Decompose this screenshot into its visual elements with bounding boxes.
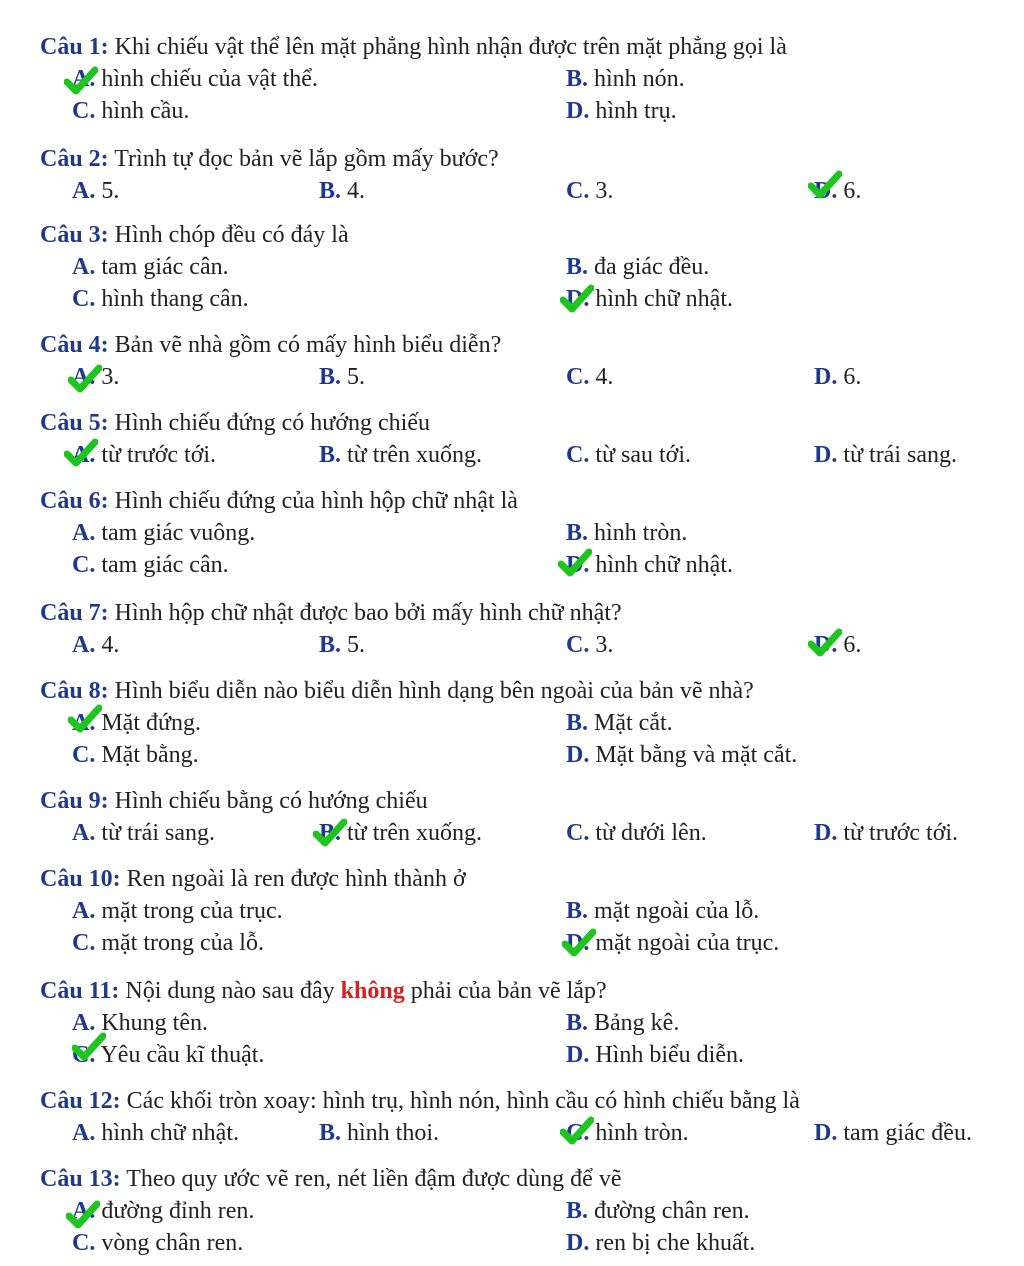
option-text: Mặt cắt. — [588, 710, 673, 736]
option-letter: D. — [814, 178, 838, 204]
option-a — [72, 896, 283, 926]
option-letter: D. — [566, 1042, 590, 1068]
option-b — [319, 362, 365, 392]
option-text: hình cầu. — [95, 98, 190, 124]
option-letter: B. — [566, 898, 589, 924]
option-letter: C. — [566, 632, 590, 658]
option-text: từ trái sang. — [95, 820, 215, 846]
option-c — [72, 740, 199, 770]
check-mark-icon — [64, 66, 98, 96]
option-letter: D. — [814, 442, 838, 468]
option-c — [72, 1228, 243, 1258]
question-stem — [40, 486, 518, 516]
option-text: hình chiếu của vật thể. — [95, 66, 318, 92]
option-letter: D. — [814, 632, 838, 658]
option-letter: A. — [72, 632, 96, 658]
option-text: Mặt bằng và mặt cắt. — [589, 742, 798, 768]
option-letter: A. — [72, 710, 96, 736]
option-text: từ trước tới. — [95, 442, 217, 468]
option-text: hình tròn. — [589, 1120, 689, 1146]
option-letter: A. — [72, 178, 96, 204]
option-letter: B. — [566, 66, 589, 92]
option-text: tam giác đều. — [837, 1120, 972, 1146]
option-letter: A. — [72, 520, 96, 546]
option-letter: D. — [814, 364, 838, 390]
question-text: Khi chiếu vật thể lên mặt phẳng hình nhận được trên mặt phẳng gọi là — [108, 34, 787, 60]
option-text: 4. — [589, 364, 614, 390]
option-text: từ trên xuống. — [341, 442, 483, 468]
question-label: Câu 3: — [40, 222, 109, 248]
option-b — [566, 252, 709, 282]
option-letter: D. — [566, 742, 590, 768]
option-b — [566, 64, 685, 94]
option-text: hình tròn. — [588, 520, 688, 546]
option-text: hình chữ nhật. — [95, 1120, 239, 1146]
option-text: Hình biểu diễn. — [589, 1042, 744, 1068]
option-d — [566, 96, 677, 126]
option-text: hình thoi. — [341, 1120, 440, 1146]
option-text: tam giác vuông. — [95, 520, 256, 546]
option-b — [566, 518, 687, 548]
option-a — [72, 252, 229, 282]
question-label: Câu 13: — [40, 1166, 121, 1192]
option-d — [814, 818, 958, 848]
question-label: Câu 1: — [40, 34, 109, 60]
option-text: vòng chân ren. — [95, 1230, 244, 1256]
question-text: Hình chóp đều có đáy là — [108, 222, 349, 248]
question-stem — [40, 598, 622, 628]
option-letter: A. — [72, 254, 96, 280]
option-letter: B. — [566, 1198, 589, 1224]
option-letter: C. — [72, 98, 96, 124]
option-letter: A. — [72, 1010, 96, 1036]
question-text: Hình chiếu bằng có hướng chiếu — [108, 788, 428, 814]
option-c — [566, 440, 691, 470]
option-letter: C. — [72, 930, 96, 956]
option-d — [566, 740, 797, 770]
question-stem — [40, 220, 349, 250]
option-letter: A. — [72, 364, 96, 390]
option-letter: C. — [72, 742, 96, 768]
question-text-end: phải của bản vẽ lắp? — [404, 978, 607, 1004]
question-stem — [40, 330, 501, 360]
option-c — [566, 176, 613, 206]
question-stem — [40, 1164, 621, 1194]
option-a — [72, 176, 119, 206]
option-a — [72, 518, 255, 548]
option-text: 5. — [341, 632, 366, 658]
question-label: Câu 11: — [40, 978, 120, 1004]
check-mark-icon — [560, 284, 594, 314]
option-letter: B. — [319, 820, 342, 846]
option-text: từ dưới lên. — [589, 820, 707, 846]
question-stem — [40, 864, 466, 894]
option-b — [319, 1118, 439, 1148]
option-text: hình chữ nhật. — [589, 286, 733, 312]
option-letter: A. — [72, 1198, 96, 1224]
question-text: Hình chiếu đứng có hướng chiếu — [108, 410, 430, 436]
check-mark-icon — [808, 628, 842, 658]
option-letter: D. — [814, 820, 838, 846]
question-text: Hình chiếu đứng của hình hộp chữ nhật là — [108, 488, 518, 514]
option-letter: C. — [566, 364, 590, 390]
option-b — [319, 630, 365, 660]
option-c — [566, 630, 613, 660]
option-c — [72, 284, 249, 314]
question-label: Câu 9: — [40, 788, 109, 814]
option-letter: A. — [72, 1120, 96, 1146]
option-text: hình chữ nhật. — [589, 552, 733, 578]
question-text: Trình tự đọc bản vẽ lắp gồm mấy bước? — [108, 146, 499, 172]
option-letter: A. — [72, 820, 96, 846]
option-letter: A. — [72, 442, 96, 468]
question-label: Câu 10: — [40, 866, 121, 892]
check-mark-icon — [66, 1200, 100, 1230]
option-c — [566, 818, 707, 848]
option-text: mặt ngoài của lỗ. — [588, 898, 760, 924]
question-stem — [40, 32, 787, 62]
question-label: Câu 12: — [40, 1088, 121, 1114]
question-label: Câu 4: — [40, 332, 109, 358]
option-c — [72, 550, 229, 580]
option-c — [72, 928, 264, 958]
option-d — [566, 928, 779, 958]
option-letter: C. — [566, 820, 590, 846]
option-a — [72, 630, 119, 660]
option-text: đường đỉnh ren. — [95, 1198, 255, 1224]
question-text: Theo quy ước vẽ ren, nét liền đậm được dùng để vẽ — [120, 1166, 622, 1192]
question-text: Hình biểu diễn nào biểu diễn hình dạng bên ngoài của bản vẽ nhà? — [108, 678, 754, 704]
option-text: Bảng kê. — [588, 1010, 680, 1036]
question-text: Bản vẽ nhà gồm có mấy hình biểu diễn? — [108, 332, 502, 358]
question-stem — [40, 786, 428, 816]
option-letter: B. — [319, 632, 342, 658]
question-stem — [40, 408, 430, 438]
option-letter: C. — [72, 286, 96, 312]
option-text: 5. — [341, 364, 366, 390]
option-text: hình trụ. — [589, 98, 677, 124]
option-d — [566, 1228, 755, 1258]
option-text: 6. — [837, 632, 862, 658]
option-text: mặt trong của lỗ. — [95, 930, 264, 956]
option-b — [566, 1008, 679, 1038]
option-text: Mặt bằng. — [95, 742, 199, 768]
option-letter: B. — [566, 710, 589, 736]
check-mark-icon — [68, 364, 102, 394]
question-label: Câu 6: — [40, 488, 109, 514]
question-text: Hình hộp chữ nhật được bao bởi mấy hình chữ nhật? — [108, 600, 622, 626]
option-letter: C. — [72, 552, 96, 578]
option-text: 3. — [95, 364, 120, 390]
option-letter: D. — [566, 930, 590, 956]
question-label: Câu 5: — [40, 410, 109, 436]
question-stem — [40, 144, 499, 174]
option-letter: A. — [72, 66, 96, 92]
option-letter: D. — [566, 1230, 590, 1256]
option-text: 4. — [95, 632, 120, 658]
check-mark-icon — [68, 704, 102, 734]
check-mark-icon — [313, 818, 347, 848]
question-text: Ren ngoài là ren được hình thành ở — [120, 866, 466, 892]
question-stem — [40, 1086, 800, 1116]
option-letter: B. — [319, 442, 342, 468]
question-stem — [40, 976, 607, 1006]
option-letter: B. — [319, 1120, 342, 1146]
question-label: Câu 2: — [40, 146, 109, 172]
option-d — [814, 440, 957, 470]
option-letter: B. — [319, 364, 342, 390]
check-mark-icon — [558, 548, 592, 578]
option-letter: D. — [566, 286, 590, 312]
option-letter: D. — [566, 552, 590, 578]
option-text: 6. — [837, 178, 862, 204]
option-text: từ trái sang. — [837, 442, 957, 468]
option-b — [319, 176, 365, 206]
option-c — [566, 362, 613, 392]
option-text: đường chân ren. — [588, 1198, 750, 1224]
question-label: Câu 7: — [40, 600, 109, 626]
option-letter: D. — [814, 1120, 838, 1146]
option-text: 3. — [589, 632, 614, 658]
option-letter: B. — [566, 1010, 589, 1036]
question-stem — [40, 676, 754, 706]
option-text: từ trên xuống. — [341, 820, 483, 846]
option-text: Yêu cầu kĩ thuật. — [95, 1042, 265, 1068]
option-text: 4. — [341, 178, 366, 204]
option-b — [566, 708, 673, 738]
option-text: Mặt đứng. — [95, 710, 202, 736]
option-a — [72, 818, 215, 848]
option-letter: B. — [566, 520, 589, 546]
check-mark-icon — [808, 170, 842, 200]
option-a — [72, 64, 318, 94]
option-b — [566, 896, 759, 926]
option-letter: B. — [566, 254, 589, 280]
option-text: hình nón. — [588, 66, 685, 92]
option-text: 6. — [837, 364, 862, 390]
option-letter: C. — [566, 442, 590, 468]
option-text: tam giác cân. — [95, 254, 229, 280]
option-text: ren bị che khuất. — [589, 1230, 756, 1256]
option-letter: D. — [566, 98, 590, 124]
option-text: Khung tên. — [95, 1010, 208, 1036]
question-label: Câu 8: — [40, 678, 109, 704]
option-d — [566, 1040, 744, 1070]
option-text: hình thang cân. — [95, 286, 249, 312]
check-mark-icon — [72, 1032, 106, 1062]
question-text: Các khối tròn xoay: hình trụ, hình nón, hình cầu có hình chiếu bằng là — [120, 1088, 800, 1114]
option-b — [566, 1196, 750, 1226]
option-letter: C. — [566, 178, 590, 204]
option-letter: C. — [72, 1230, 96, 1256]
option-letter: A. — [72, 898, 96, 924]
negation-word: không — [340, 978, 405, 1004]
option-c — [72, 96, 189, 126]
option-a — [72, 1118, 239, 1148]
check-mark-icon — [560, 1116, 594, 1146]
option-text: 5. — [95, 178, 120, 204]
option-b — [319, 440, 482, 470]
option-d — [814, 362, 861, 392]
option-text: 3. — [589, 178, 614, 204]
question-text: Nội dung nào sau đây — [119, 978, 341, 1004]
option-text: tam giác cân. — [95, 552, 229, 578]
option-letter: C. — [72, 1042, 96, 1068]
option-letter: B. — [319, 178, 342, 204]
option-text: mặt trong của trục. — [95, 898, 283, 924]
option-text: đa giác đều. — [588, 254, 710, 280]
option-letter: C. — [566, 1120, 590, 1146]
check-mark-icon — [64, 438, 98, 468]
option-text: từ trước tới. — [837, 820, 959, 846]
option-d — [814, 1118, 972, 1148]
option-text: từ sau tới. — [589, 442, 692, 468]
check-mark-icon — [562, 928, 596, 958]
option-text: mặt ngoài của trục. — [589, 930, 780, 956]
